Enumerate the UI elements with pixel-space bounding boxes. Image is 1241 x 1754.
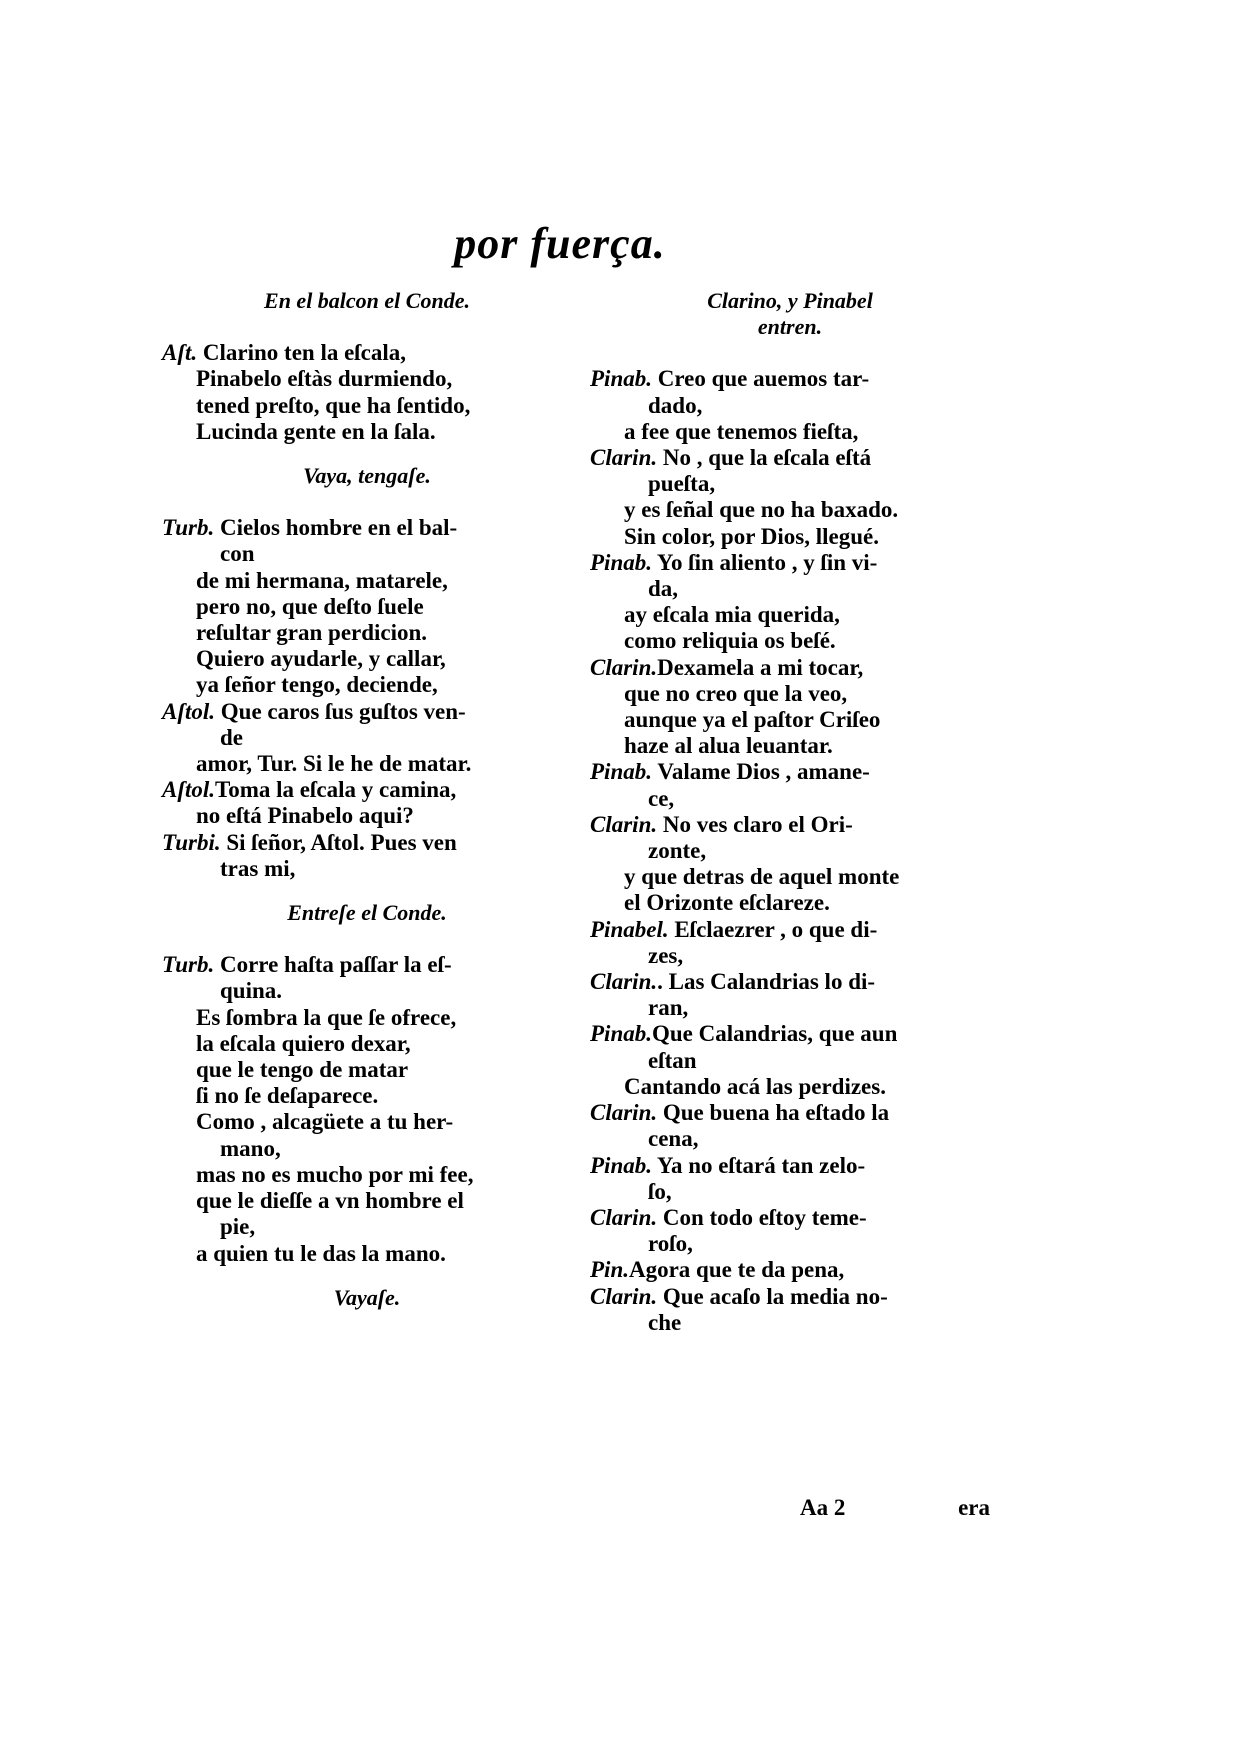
speaker-label: Clarin.: [590, 811, 658, 837]
speaker-label: Turb.: [162, 952, 215, 978]
catchword: era: [958, 1495, 990, 1520]
verse-text: No ves claro el Ori-: [657, 811, 853, 837]
verse-text: Eſclaezrer , o que di-: [668, 916, 878, 942]
verse-runover: ran,: [648, 995, 689, 1021]
verse-runover: roſo,: [648, 1231, 693, 1257]
speaker-label: Turbi.: [162, 829, 221, 855]
verse-runover: de: [220, 724, 243, 750]
verse-text: Agora que te da pena,: [628, 1257, 845, 1283]
spacer: [590, 340, 990, 366]
verse-line: que le dieſſe a vn hombre el: [196, 1188, 464, 1214]
verse-text: Corre haſta paſſar la eſ-: [214, 952, 452, 978]
speech-line: [590, 917, 990, 943]
verse-line: ya ſeñor tengo, deciende,: [196, 672, 438, 698]
speaker-label: Clarin.: [590, 1283, 658, 1309]
verse-runover: ce,: [648, 785, 675, 811]
speech-line: [590, 1153, 990, 1179]
speaker-label: Pinab.: [590, 549, 652, 575]
verse-runover: zonte,: [648, 838, 707, 864]
verse-line: Como , alcagüete a tu her-: [196, 1109, 454, 1135]
verse-runover: da,: [648, 576, 679, 602]
verse-line: aunque ya el paſtor Criſeo: [624, 707, 881, 733]
verse-runover: mano,: [220, 1135, 281, 1161]
speech-line: [590, 1284, 990, 1310]
verse-text: Dexamela a mi tocar,: [657, 654, 864, 680]
verse-line: ſi no ſe deſaparece.: [196, 1083, 379, 1109]
verse-line: haze al alua leuantar.: [624, 733, 833, 759]
verse-runover: eſtan: [648, 1047, 697, 1073]
verse-runover: cena,: [648, 1126, 699, 1152]
verse-line: el Orizonte eſclareze.: [624, 890, 830, 916]
verse-runover: tras mi,: [220, 855, 296, 881]
speech-line: [162, 952, 572, 978]
verse-text: Si ſeñor, Aſtol. Pues ven: [220, 829, 457, 855]
verse-text: Que acaſo la media no-: [657, 1283, 888, 1309]
verse-line: que no creo que la veo,: [624, 680, 848, 706]
speech-line: [162, 699, 572, 725]
verse-line: que le tengo de matar: [196, 1057, 409, 1083]
speaker-label: Pinab.: [590, 759, 652, 785]
verse-text: Ya no eſtará tan zelo-: [651, 1152, 866, 1178]
speech-line: [590, 1205, 990, 1231]
verse-line: Quiero ayudarle, y callar,: [196, 646, 446, 672]
spacer: [162, 1267, 572, 1285]
verse-line: pero no, que deſto ſuele: [196, 593, 424, 619]
verse-runover: quina.: [220, 978, 283, 1004]
verse-line: Pinabelo eſtàs durmiendo,: [196, 366, 453, 392]
verse-text: Con todo eſtoy teme-: [657, 1204, 867, 1230]
stage-direction: Vaya, tengaſe.: [303, 463, 431, 489]
verse-runover: con: [220, 541, 255, 567]
verse-text: Que buena ha eſtado la: [657, 1100, 890, 1126]
speech-line: [162, 830, 572, 856]
verse-line: Lucinda gente en la ſala.: [196, 418, 436, 444]
verse-line: Cantando acá las perdizes.: [624, 1073, 886, 1099]
verse-line: la eſcala quiero dexar,: [196, 1030, 411, 1056]
verse-text: Clarino ten la eſcala,: [197, 340, 407, 366]
signature-mark: Aa 2: [800, 1495, 846, 1520]
verse-text: Valame Dios , amane-: [651, 759, 870, 785]
verse-text: No , que la eſcala eſtá: [657, 445, 872, 471]
stage-direction: entren.: [757, 314, 823, 340]
right-column: [590, 288, 990, 1336]
speaker-label: Turb.: [162, 515, 215, 541]
speech-line: [590, 1257, 990, 1283]
speaker-label: Pinab.: [590, 1152, 652, 1178]
verse-line: Sin color, por Dios, llegué.: [624, 523, 879, 549]
speech-line: [590, 655, 990, 681]
speaker-label: Clarin.: [590, 1204, 658, 1230]
speech-line: [590, 1100, 990, 1126]
verse-line: ay eſcala mia querida,: [624, 602, 840, 628]
speech-line: [590, 812, 990, 838]
verse-text: Que Calandrias, que aun: [651, 1021, 898, 1047]
page-footer: [800, 1495, 990, 1521]
speaker-label: Aſtol.: [162, 698, 216, 724]
verse-line: a quien tu le das la mano.: [196, 1240, 446, 1266]
verse-runover: dado,: [648, 392, 703, 418]
spacer: [162, 882, 572, 900]
speaker-label: Pinabel.: [590, 916, 669, 942]
verse-line: y que detras de aquel monte: [624, 864, 900, 890]
speech-line: [590, 759, 990, 785]
verse-runover: zes,: [648, 942, 684, 968]
speaker-label: Pinab.: [590, 366, 652, 392]
verse-line: Es ſombra la que ſe ofrece,: [196, 1004, 457, 1030]
verse-line: amor, Tur. Si le he de matar.: [196, 751, 472, 777]
verse-line: no eſtá Pinabelo aqui?: [196, 803, 414, 829]
speaker-label: Clarin.: [590, 969, 658, 995]
verse-line: mas no es mucho por mi fee,: [196, 1161, 474, 1187]
verse-line: como reliquia os beſé.: [624, 628, 836, 654]
speaker-label: Pin.: [590, 1257, 629, 1283]
spacer: [162, 926, 572, 952]
stage-direction: Entreſe el Conde.: [287, 900, 447, 926]
verse-line: a fee que tenemos fieſta,: [624, 418, 859, 444]
stage-direction: Clarino, y Pinabel: [707, 288, 873, 313]
speaker-label: Clarin.: [590, 1100, 658, 1126]
verse-line: tened preſto, que ha ſentido,: [196, 392, 471, 418]
speaker-label: Aſt.: [162, 340, 198, 366]
speaker-label: Clarin.: [590, 654, 658, 680]
speech-line: [590, 366, 990, 392]
verse-text: Toma la eſcala y camina,: [215, 777, 457, 803]
verse-text: Cielos hombre en el bal-: [214, 515, 458, 541]
stage-direction: En el balcon el Conde.: [264, 288, 470, 313]
verse-line: y es ſeñal que no ha baxado.: [624, 497, 899, 523]
verse-text: Creo que auemos tar-: [651, 366, 870, 392]
spacer: [162, 489, 572, 515]
spacer: [162, 314, 572, 340]
stage-direction: Vayaſe.: [333, 1284, 401, 1310]
verse-line: de mi hermana, matarele,: [196, 567, 448, 593]
page-title: por fuerça.: [454, 219, 666, 268]
speaker-label: Aſtol.: [162, 777, 216, 803]
speech-line: [162, 777, 572, 803]
speech-line: [590, 550, 990, 576]
speech-line: [590, 445, 990, 471]
speech-line: [162, 340, 572, 366]
verse-text: . Las Calandrias lo di-: [657, 969, 876, 995]
verse-text: Que caros ſus guſtos ven-: [215, 698, 466, 724]
spacer: [162, 445, 572, 463]
speech-line: [590, 969, 990, 995]
speech-line: [590, 1021, 990, 1047]
verse-runover: che: [648, 1309, 682, 1335]
speaker-label: Pinab.: [590, 1021, 652, 1047]
speech-line: [162, 515, 572, 541]
verse-text: Yo ſin aliento , y ſin vi-: [651, 549, 878, 575]
speaker-label: Clarin.: [590, 445, 658, 471]
verse-runover: pie,: [220, 1214, 256, 1240]
left-column: [162, 288, 572, 1311]
verse-line: reſultar gran perdicion.: [196, 620, 428, 646]
verse-runover: pueſta,: [648, 471, 716, 497]
verse-runover: ſo,: [648, 1178, 672, 1204]
